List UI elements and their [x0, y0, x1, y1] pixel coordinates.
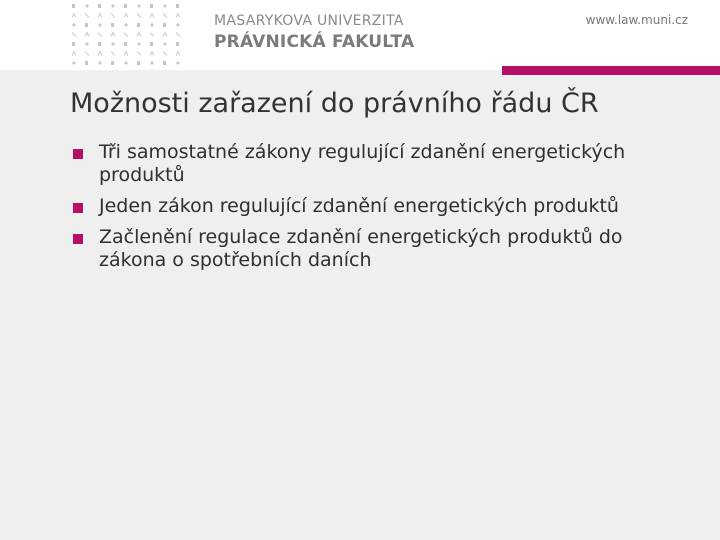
bullet-list: [73, 141, 683, 280]
bullet-text: Jeden zákon regulující zdanění energetických produktů: [99, 195, 619, 217]
faculty-name: PRÁVNICKÁ FAKULTA: [214, 32, 415, 52]
bullet-item: [73, 141, 683, 187]
bullet-item: [73, 226, 683, 272]
bullet-item: [73, 195, 683, 218]
bullet-square-icon: [73, 149, 83, 159]
muni-law-pattern-icon: [68, 0, 184, 70]
website-url: www.law.muni.cz: [585, 13, 688, 27]
bullet-square-icon: [73, 234, 83, 244]
bullet-text: Začlenění regulace zdanění energetických produktů do zákona o spotřebních daních: [99, 226, 623, 271]
university-name: MASARYKOVA UNIVERZITA: [214, 13, 404, 29]
accent-bar: [502, 66, 720, 75]
bullet-text: Tři samostatné zákony regulující zdanění energetických produktů: [99, 141, 626, 186]
slide-title: Možnosti zařazení do právního řádu ČR: [70, 88, 599, 119]
bullet-square-icon: [73, 203, 83, 213]
header: [0, 0, 720, 70]
